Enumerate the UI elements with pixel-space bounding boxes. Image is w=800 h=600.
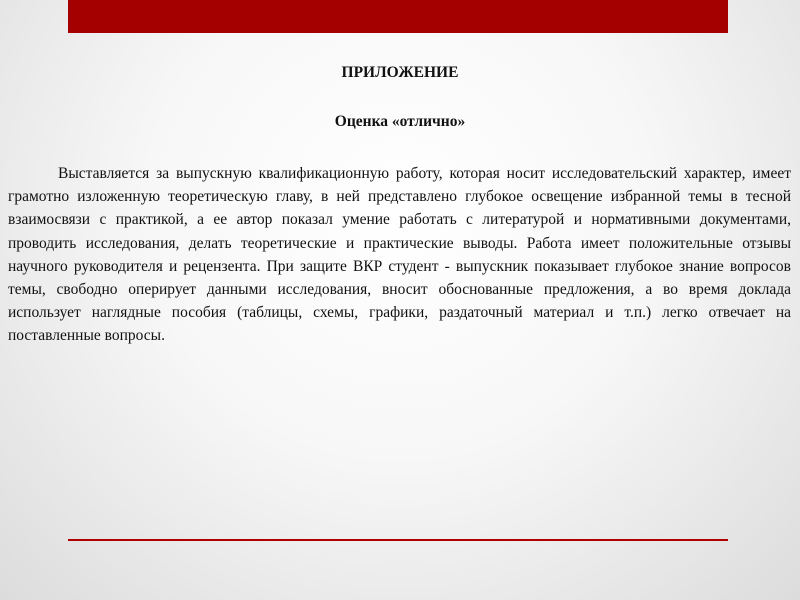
grade-title: Оценка «отлично» xyxy=(334,113,466,130)
appendix-title: ПРИЛОЖЕНИЕ xyxy=(341,64,459,81)
bottom-divider-line xyxy=(68,539,728,541)
top-accent-bar xyxy=(68,0,728,33)
grade-description: Выставляется за выпускную квалификационную работу, которая носит исследовательский характер, имеет грамотно изложенную теоретическую главу, в ней представлено глубокое освещение избранной темы в тесной взаимосвязи с практикой, а ее автор показал умение работать с литературой и нормативными документами, проводить исследования, делать теоретические и практические выводы. Работа имеет положительные отзывы научного руководителя и рецензента. При защите ВКР студент - выпускник показывает глубокое знание вопросов темы, свободно оперирует данными исследования, вносит обоснованные предложения, а во время доклада использует наглядные пособия (таблицы, схемы, графики, раздаточный материал и т.п.) легко отвечает на поставленные вопросы. xyxy=(8,165,791,345)
